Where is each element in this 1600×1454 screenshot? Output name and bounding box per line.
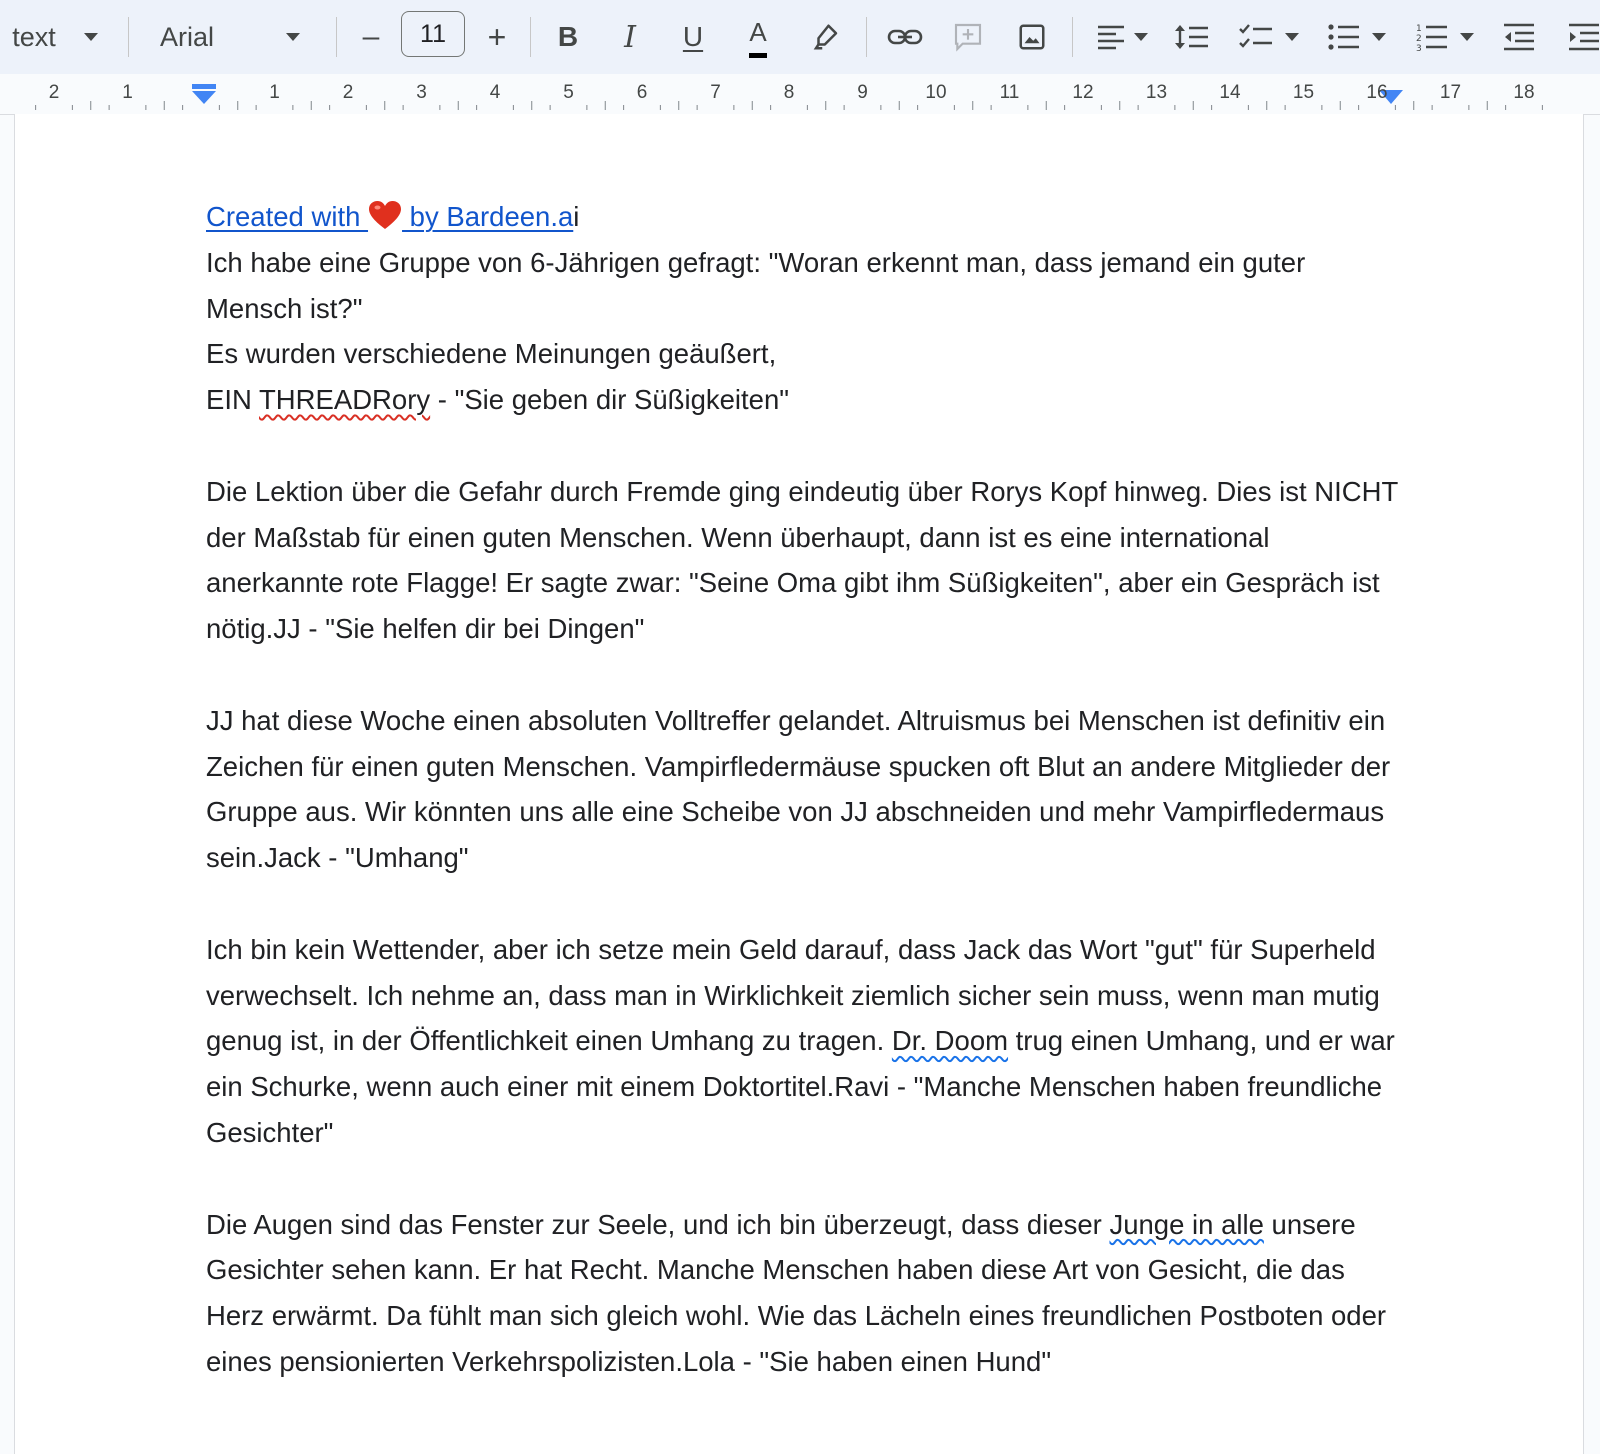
ruler-label: 10 bbox=[925, 82, 947, 103]
decrease-indent-icon bbox=[1503, 23, 1535, 51]
horizontal-ruler[interactable] bbox=[0, 74, 1600, 115]
svg-text:3: 3 bbox=[1416, 44, 1422, 52]
insert-image-button[interactable] bbox=[1010, 0, 1054, 74]
bulleted-list-icon bbox=[1328, 23, 1360, 51]
empty-line bbox=[206, 423, 1406, 469]
chevron-down-icon bbox=[1134, 33, 1148, 41]
underline-button[interactable] bbox=[673, 0, 713, 74]
image-icon bbox=[1017, 22, 1047, 52]
font-family-dropdown[interactable] bbox=[152, 0, 312, 74]
paragraph-intro: Es wurden verschiedene Meinungen geäußert, bbox=[206, 338, 777, 370]
svg-text:2: 2 bbox=[1416, 34, 1422, 44]
insert-link-button[interactable] bbox=[882, 0, 928, 74]
underline-icon: U bbox=[682, 21, 704, 52]
formatting-toolbar bbox=[0, 0, 1600, 74]
grammar-suggestion-phrase[interactable]: Dr. Doom bbox=[891, 1025, 1009, 1057]
ruler-label: 17 bbox=[1439, 82, 1462, 103]
paragraph-rory-start: EIN bbox=[206, 384, 259, 416]
decrease-font-size-button[interactable] bbox=[352, 0, 390, 74]
align-dropdown[interactable] bbox=[1090, 0, 1154, 74]
empty-line bbox=[206, 652, 1406, 698]
paragraph-jj: JJ hat diese Woche einen absoluten Volltreffer gelandet. Altruismus bei Menschen ist definitiv ein Zeichen für einen guten Menschen. Vampirfledermäuse spucken oft Blut an andere Mitglieder der Gruppe aus. Wir könnten uns alle eine Scheibe von JJ abschneiden und mehr Vampirfledermaus sein.Jack - "Umhang" bbox=[206, 704, 1391, 874]
decrease-indent-button[interactable] bbox=[1496, 0, 1542, 74]
chevron-down-icon bbox=[1285, 33, 1299, 41]
link-trailing-char: i bbox=[573, 201, 580, 232]
paragraph-ravi bbox=[206, 1202, 1406, 1385]
toolbar-divider bbox=[866, 17, 867, 57]
document-page[interactable] bbox=[14, 114, 1584, 1454]
paragraph-jack-start: Ich bin kein Wettender, aber ich setze mein Geld darauf, dass Jack das Wort "gut" für Superheld verwechselt. Ich nehme an, dass man in Wirklichkeit ziemlich sicher sein muss, wenn man mutig genug ist, in der Öffentlichkeit einen Umhang zu tragen. bbox=[206, 933, 1380, 1057]
ruler-ticks bbox=[0, 74, 1600, 114]
ruler-label: 13 bbox=[1145, 82, 1168, 103]
font-family-label: Arial bbox=[160, 21, 215, 52]
increase-indent-icon bbox=[1568, 23, 1600, 51]
ruler-label: 6 bbox=[636, 82, 648, 103]
ruler-label: 16 bbox=[1366, 82, 1388, 103]
ruler-label: 18 bbox=[1513, 82, 1535, 103]
ruler-label: 2 bbox=[48, 82, 60, 103]
paragraph-stranger-danger: Die Lektion über die Gefahr durch Fremde ging eindeutig über Rorys Kopf hinweg. Dies ist NICHT der Maßstab für einen guten Menschen. Wenn überhaupt, dann ist es eine international anerkannte rote Flagge! Er sagte zwar: "Seine Oma gibt ihm Süßigkeiten", aber ein Gespräch ist nötig.JJ - "Sie helfen dir bei Dingen" bbox=[206, 475, 1398, 645]
ruler-label: 1 bbox=[269, 82, 280, 103]
grammar-suggestion-phrase[interactable]: Junge in alle bbox=[1109, 1208, 1264, 1240]
spelling-error-word[interactable]: THREADRory bbox=[259, 384, 431, 416]
font-size-value: 11 bbox=[420, 19, 446, 48]
text-color-icon bbox=[749, 17, 766, 58]
bardeen-credit-line bbox=[206, 194, 1406, 240]
svg-text:1: 1 bbox=[1416, 24, 1422, 34]
checklist-icon bbox=[1239, 23, 1273, 51]
text-color-button[interactable] bbox=[735, 0, 781, 74]
paragraph-style-dropdown[interactable] bbox=[0, 0, 110, 74]
paragraph-question: Ich habe eine Gruppe von 6-Jährigen gefragt: "Woran erkennt man, dass jemand ein guter Mensch ist?" bbox=[206, 246, 1306, 324]
heart-icon bbox=[368, 200, 402, 230]
chevron-down-icon bbox=[84, 33, 98, 41]
paragraph-style-label: text bbox=[12, 21, 56, 52]
plus-icon: + bbox=[487, 18, 507, 55]
numbered-list-dropdown[interactable] bbox=[1408, 0, 1482, 74]
chevron-down-icon bbox=[1372, 33, 1386, 41]
document-body[interactable] bbox=[206, 194, 1406, 1385]
paragraph-ravi-start: Die Augen sind das Fenster zur Seele, und ich bin überzeugt, dass dieser bbox=[206, 1208, 1110, 1240]
toolbar-divider bbox=[128, 17, 129, 57]
text-color-glyph: A bbox=[749, 16, 767, 47]
ruler-label: 14 bbox=[1219, 82, 1241, 103]
link-icon bbox=[887, 25, 923, 49]
paragraph-rory bbox=[206, 377, 1406, 423]
line-spacing-icon bbox=[1174, 23, 1210, 51]
chevron-down-icon bbox=[286, 33, 300, 41]
ruler-label: 7 bbox=[710, 82, 721, 103]
paragraph-jack-end: trug einen Umhang, und er war ein Schurke, wenn auch einer mit einem Doktortitel.Ravi - "Manche Menschen haben freundliche Gesichter" bbox=[206, 1025, 1395, 1148]
bardeen-link[interactable] bbox=[206, 201, 573, 232]
left-indent-marker-icon[interactable] bbox=[191, 84, 217, 106]
ruler-label: 8 bbox=[783, 82, 795, 103]
font-size-input[interactable] bbox=[401, 11, 465, 57]
bulleted-list-dropdown[interactable] bbox=[1320, 0, 1394, 74]
paragraph-ravi-end: unsere Gesichter sehen kann. Er hat Recht. Manche Menschen haben diese Art von Gesicht, die das Herz erwärmt. Da fühlt man sich gleich wohl. Wie das Lächeln eines freundlichen Postboten oder eines pensionierten Verkehrspolizisten.Lola - "Sie haben einen Hund" bbox=[206, 1208, 1387, 1377]
ruler-label: 5 bbox=[563, 82, 574, 103]
ruler-label: 1 bbox=[122, 82, 133, 103]
text-color-swatch bbox=[749, 53, 766, 58]
paragraph-jack bbox=[206, 927, 1406, 1156]
link-text-end: by Bardeen.a bbox=[402, 201, 574, 232]
ruler-label: 12 bbox=[1072, 82, 1094, 103]
highlight-color-button[interactable] bbox=[804, 0, 848, 74]
add-comment-button[interactable] bbox=[946, 0, 990, 74]
toolbar-divider bbox=[530, 17, 531, 57]
checklist-dropdown[interactable] bbox=[1232, 0, 1306, 74]
align-left-icon bbox=[1096, 24, 1126, 50]
increase-indent-button[interactable] bbox=[1556, 0, 1600, 74]
bold-button[interactable] bbox=[548, 0, 588, 74]
ruler-label: 3 bbox=[416, 82, 427, 103]
toolbar-divider bbox=[336, 17, 337, 57]
italic-button[interactable] bbox=[610, 0, 650, 74]
link-text-start: Created with bbox=[206, 201, 369, 232]
numbered-list-icon bbox=[1416, 22, 1448, 52]
italic-icon: I bbox=[624, 19, 636, 55]
chevron-down-icon bbox=[1460, 33, 1474, 41]
minus-icon: – bbox=[362, 20, 380, 53]
toolbar-divider bbox=[1072, 17, 1073, 57]
add-comment-icon bbox=[952, 21, 984, 53]
line-spacing-button[interactable] bbox=[1170, 0, 1214, 74]
highlighter-icon bbox=[811, 22, 841, 52]
bold-icon: B bbox=[557, 21, 579, 52]
ruler-label: 2 bbox=[342, 82, 354, 103]
ruler-label: 9 bbox=[857, 82, 868, 103]
ruler-label: 15 bbox=[1292, 82, 1315, 103]
ruler-label: 11 bbox=[999, 82, 1020, 103]
ruler-label: 4 bbox=[489, 82, 501, 103]
empty-line bbox=[206, 881, 1406, 927]
paragraph-rory-end: - "Sie geben dir Süßigkeiten" bbox=[430, 384, 790, 416]
empty-line bbox=[206, 1156, 1406, 1202]
increase-font-size-button[interactable] bbox=[478, 0, 516, 74]
